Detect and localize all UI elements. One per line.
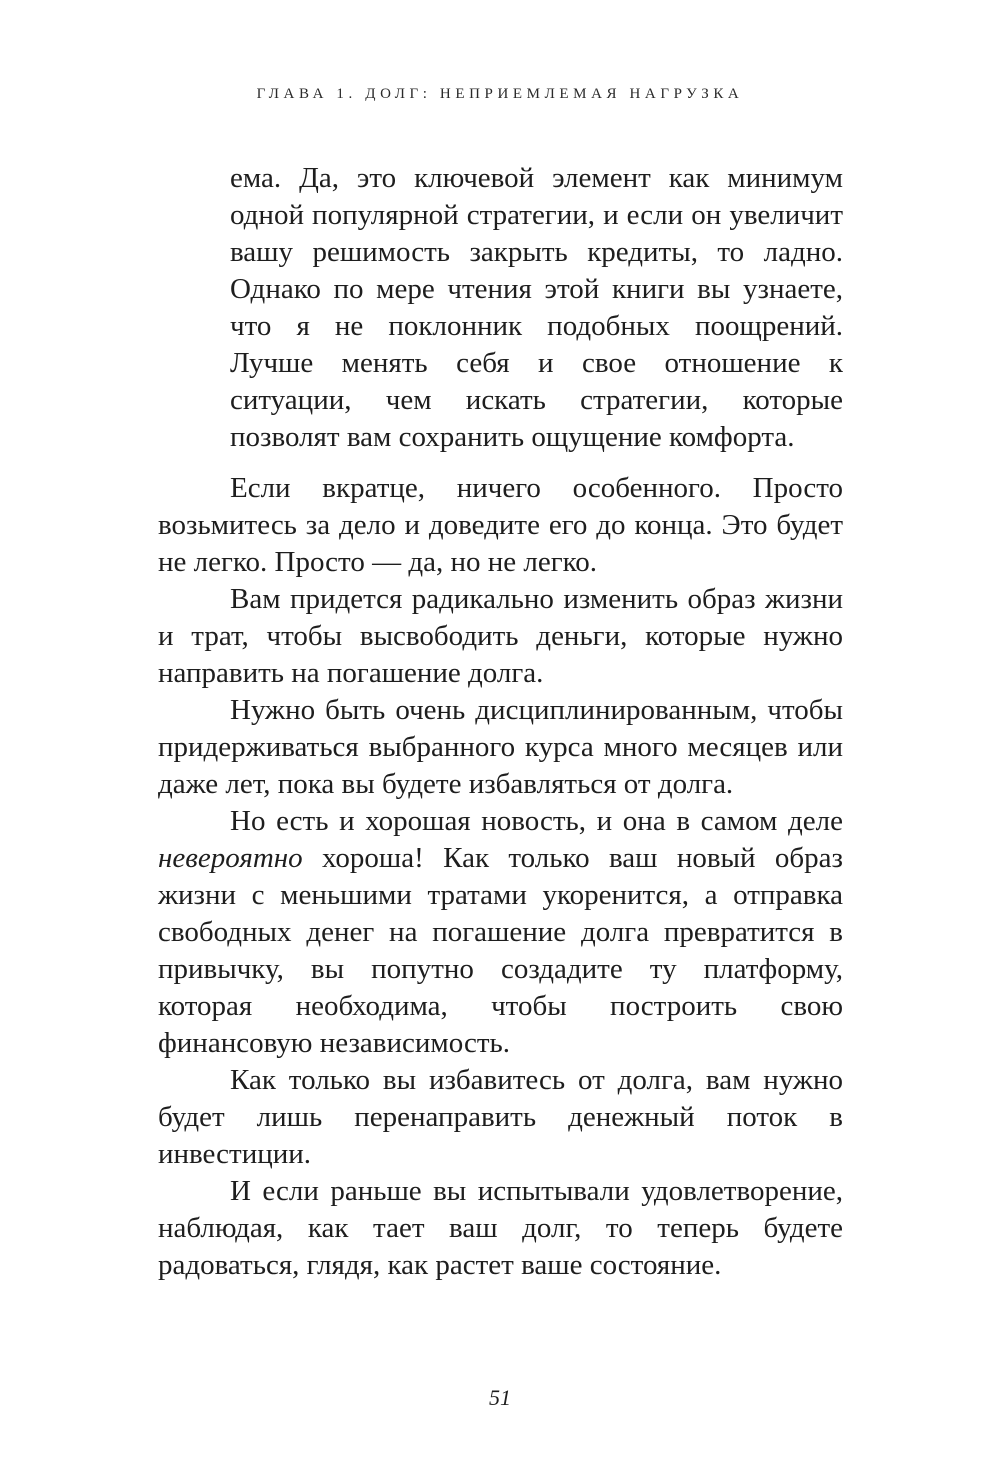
main-text: [158, 470, 843, 1284]
indented-block: [230, 160, 843, 456]
indented-paragraph: ема. Да, это ключевой элемент как минимум одной популярной стратегии, и если он увеличит вашу решимость закрыть кредиты, то ладно. Однако по мере чтения этой книги вы узнаете, что я не поклонник подобных поощрений. Лучше менять себя и свое отношение к ситуации, чем искать стратегии, которые позволят вам сохранить ощущение комфорта.: [230, 162, 843, 453]
paragraph-5: Как только вы избавитесь от долга, вам нужно будет лишь перенаправить денежный поток в инвестиции.: [158, 1064, 843, 1170]
paragraph-4-end: хороша! Как только ваш новый образ жизни с меньшими тратами укоренится, а отправка свободных денег на погашение долга превратится в привычку, вы попутно создадите ту платформу, которая необходима, чтобы построить свою финансовую независимость.: [158, 842, 843, 1059]
paragraph-4-emphasis: невероятно: [158, 842, 303, 874]
paragraph-4: [158, 803, 843, 1062]
paragraph-6: И если раньше вы испытывали удовлетворение, наблюдая, как тает ваш долг, то теперь будете радоваться, глядя, как растет ваше состояние.: [158, 1175, 843, 1281]
paragraph-3: Нужно быть очень дисциплинированным, чтобы придерживаться выбранного курса много месяцев или даже лет, пока вы будете избавляться от долга.: [158, 694, 843, 800]
paragraph-2: Вам придется радикально изменить образ жизни и трат, чтобы высвободить деньги, которые нужно направить на погашение долга.: [158, 583, 843, 689]
page-number: 51: [489, 1385, 511, 1410]
running-head: ГЛАВА 1. ДОЛГ: НЕПРИЕМЛЕМАЯ НАГРУЗКА: [256, 86, 744, 102]
paragraph-4-start: Но есть и хорошая новость, и она в самом деле: [230, 805, 843, 837]
paragraph-1: Если вкратце, ничего особенного. Просто возьмитесь за дело и доведите его до конца. Это будет не легко. Просто — да, но не легко.: [158, 472, 843, 578]
